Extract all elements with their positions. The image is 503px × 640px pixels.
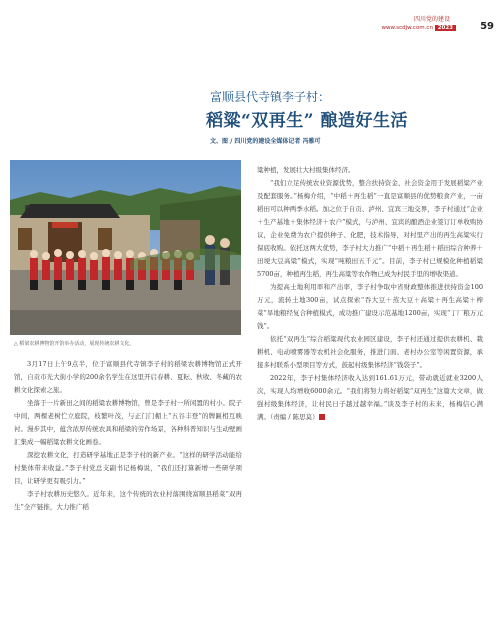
page-number: 59	[480, 21, 494, 32]
body-paragraph: 粱种植，发展壮大村级集体经济。	[257, 166, 355, 174]
body-paragraph: 3月17日上午9点半，位于富顺县代寺镇李子村的稻梁农耕博物馆正式开馆，自贡市光大街小学的200余名学生在这里开启春耕、夏耘、秋收、冬藏的农耕文化探索之旅。	[14, 360, 242, 394]
header-url-line	[382, 25, 456, 31]
body-paragraph: 深挖农耕文化，打造研学基地正是李子村的新产业。“这样的研学活动能给村集体带来收益。”李子村党总支副书记杨梅说，“我们还打算新增一些研学项目，让研学更有吸引力。”	[14, 451, 242, 485]
article-byline: 文、图 / 四川党的建设全媒体记者 冯雅可	[210, 138, 321, 145]
body-paragraph-text: 2022年，李子村集体经济收入达到161.61万元，带动就近就业3200人次，实现人均增收6000余元。“我们将努力将好稻粱“双再生”这篇大文章，做强村级集体经济，让村民日子越过越幸福。”谈及李子村的未来，杨梅信心满满。（责编 / 陈思莫）	[257, 374, 483, 421]
issue-badge: 2023	[435, 25, 456, 31]
body-column-right	[257, 164, 483, 424]
body-paragraph: 为提高土地利用率和产出率，李子村争取中省财政整体推进扶持资金100万元，流转土地300亩，试点探索“吞大豆＋蒸大豆＋高粱＋再生高粱＋榨菜”旱地粮经复合种植模式，成功推广建设示范基地1200亩，实现“丁厂粮万元钱”。	[257, 283, 483, 330]
magazine-url: www.scdjw.com.cn	[381, 25, 433, 31]
body-paragraph	[257, 372, 483, 424]
article-subtitle: 富顺县代寺镇李子村：	[210, 90, 331, 104]
magazine-name: 四川党的建设	[413, 16, 450, 23]
end-mark-icon: ■	[319, 414, 325, 420]
body-paragraph: “我们立足传统农业资源优势，整合扶持资金、社会资金用于发展稻粱产业及配套服务。”杨梅介绍，“中稻＋再生稻”一直是富顺县的优势粮食产业，一亩稻田可以种两季水稻。加之位于自贡、泸州、宜宾三地交界，李子村通过“企业＋生产基地＋集体经济＋农户”模式，与泸州、宜宾的酿酒企业签订订单收购协议，企业免费为农户提供种子、化肥，技术指导，对村里产出的再生高粱实行保底收购。依托这两大优势，李子村大力推广“中稻＋再生稻＋稻田综合种养＋田埂大豆高粱”模式，实现“吨粮田五千元”。目前，李子村已规模化种植稻粱5700亩，种植再生稻，再生高粱等农作物已成为村民手里的增收渠道。	[257, 179, 483, 278]
body-column-left	[14, 358, 242, 514]
page-header	[340, 8, 496, 52]
event-photo	[10, 160, 241, 335]
event-photo-illustration	[10, 160, 241, 335]
body-paragraph: 李子村农耕历史悠久。近年来，这个传统的农业村落围绕富顺县稻菜“双再生”全产链推，大力推广稻	[14, 490, 242, 511]
article-title: 稻粱“双再生” 酿造好生活	[206, 111, 408, 131]
body-paragraph: 坐落于一片新田之间的稻粱农耕博物馆，曾是李子村一所闲置的村小。院子中间，两棵老树伫立庭院，枝繁叶茂，与正门门楣上“五谷丰登”的牌匾相互映衬。漫步其中，蕴含浓厚传统农具和稻梁的劳作场景，各种科普知识与生动壁画汇集成一幅稻粱农耕文化画卷。	[14, 399, 242, 446]
photo-caption: △ 稻梁农耕博物馆开馆举办活动，展现传统农耕文化。	[14, 341, 135, 347]
body-paragraph: 依托“双再生”综合稻粱现代农业园区建设，李子村还通过提供农耕机、栽耕机、电动喷雾器等农机社会化服务，推进门面、老村办公室等闲置资源，承接多村联系小型项目等方式，鼓起村级集体经济“钱袋子”。	[257, 335, 483, 369]
